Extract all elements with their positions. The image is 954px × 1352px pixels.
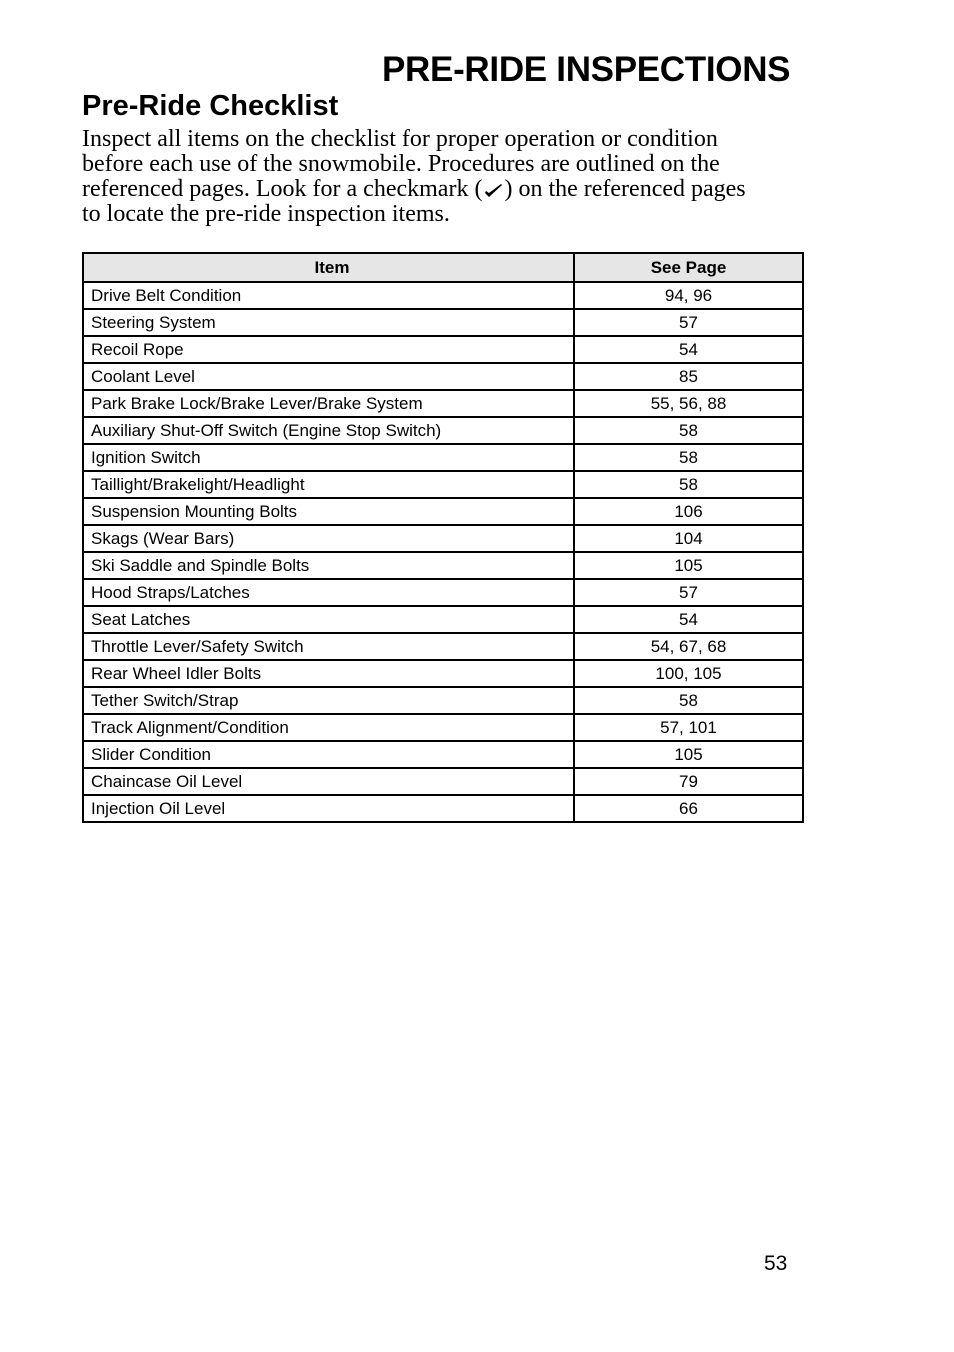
table-row: [83, 741, 803, 768]
checkmark-icon: [482, 180, 504, 198]
item-cell: Injection Oil Level: [83, 795, 574, 822]
checklist-table: [82, 252, 804, 823]
table-row: [83, 363, 803, 390]
see-page-cell: 105: [574, 552, 803, 579]
table-row: [83, 579, 803, 606]
item-cell: Suspension Mounting Bolts: [83, 498, 574, 525]
column-header-item: Item: [83, 253, 574, 282]
table-row: [83, 606, 803, 633]
item-cell: Drive Belt Condition: [83, 282, 574, 309]
page-number: 53: [764, 1252, 788, 1275]
table-row: [83, 714, 803, 741]
section-title: Pre-Ride Checklist: [82, 90, 339, 122]
item-cell: Tether Switch/Strap: [83, 687, 574, 714]
table-row: [83, 390, 803, 417]
see-page-cell: 105: [574, 741, 803, 768]
item-cell: Coolant Level: [83, 363, 574, 390]
table-row: [83, 336, 803, 363]
table-row: [83, 444, 803, 471]
intro-text-after-icon: ) on the referenced pages: [504, 176, 746, 202]
intro-line: Inspect all items on the checklist for proper operation or condition: [82, 126, 718, 152]
table-header-row: [83, 253, 803, 282]
item-cell: Skags (Wear Bars): [83, 525, 574, 552]
table-row: [83, 660, 803, 687]
table-row: [83, 633, 803, 660]
see-page-cell: 58: [574, 417, 803, 444]
item-cell: Throttle Lever/Safety Switch: [83, 633, 574, 660]
intro-paragraph: [82, 127, 802, 227]
item-cell: Ignition Switch: [83, 444, 574, 471]
see-page-cell: 55, 56, 88: [574, 390, 803, 417]
item-cell: Park Brake Lock/Brake Lever/Brake System: [83, 390, 574, 417]
see-page-cell: 94, 96: [574, 282, 803, 309]
item-cell: Auxiliary Shut-Off Switch (Engine Stop Switch): [83, 417, 574, 444]
table-row: [83, 417, 803, 444]
table-row: [83, 471, 803, 498]
intro-line: before each use of the snowmobile. Procedures are outlined on the: [82, 151, 720, 177]
see-page-cell: 104: [574, 525, 803, 552]
item-cell: Recoil Rope: [83, 336, 574, 363]
table-row: [83, 525, 803, 552]
intro-text-before-icon: referenced pages. Look for a checkmark (: [82, 176, 483, 202]
item-cell: Taillight/Brakelight/Headlight: [83, 471, 574, 498]
see-page-cell: 66: [574, 795, 803, 822]
item-cell: Slider Condition: [83, 741, 574, 768]
item-cell: Chaincase Oil Level: [83, 768, 574, 795]
see-page-cell: 58: [574, 471, 803, 498]
table-row: [83, 795, 803, 822]
see-page-cell: 57: [574, 309, 803, 336]
item-cell: Ski Saddle and Spindle Bolts: [83, 552, 574, 579]
see-page-cell: 57: [574, 579, 803, 606]
table-row: [83, 309, 803, 336]
item-cell: Rear Wheel Idler Bolts: [83, 660, 574, 687]
item-cell: Seat Latches: [83, 606, 574, 633]
table-row: [83, 498, 803, 525]
intro-line-with-icon: [82, 177, 802, 202]
item-cell: Steering System: [83, 309, 574, 336]
see-page-cell: 58: [574, 687, 803, 714]
intro-line: to locate the pre-ride inspection items.: [82, 201, 450, 227]
see-page-cell: 100, 105: [574, 660, 803, 687]
table-row: [83, 552, 803, 579]
see-page-cell: 57, 101: [574, 714, 803, 741]
see-page-cell: 58: [574, 444, 803, 471]
column-header-see-page: See Page: [574, 253, 803, 282]
checklist-body: [83, 282, 803, 822]
page-title: PRE-RIDE INSPECTIONS: [382, 50, 791, 89]
see-page-cell: 85: [574, 363, 803, 390]
see-page-cell: 79: [574, 768, 803, 795]
see-page-cell: 54: [574, 336, 803, 363]
see-page-cell: 54, 67, 68: [574, 633, 803, 660]
item-cell: Track Alignment/Condition: [83, 714, 574, 741]
table-row: [83, 687, 803, 714]
item-cell: Hood Straps/Latches: [83, 579, 574, 606]
see-page-cell: 106: [574, 498, 803, 525]
table-row: [83, 282, 803, 309]
table-row: [83, 768, 803, 795]
see-page-cell: 54: [574, 606, 803, 633]
